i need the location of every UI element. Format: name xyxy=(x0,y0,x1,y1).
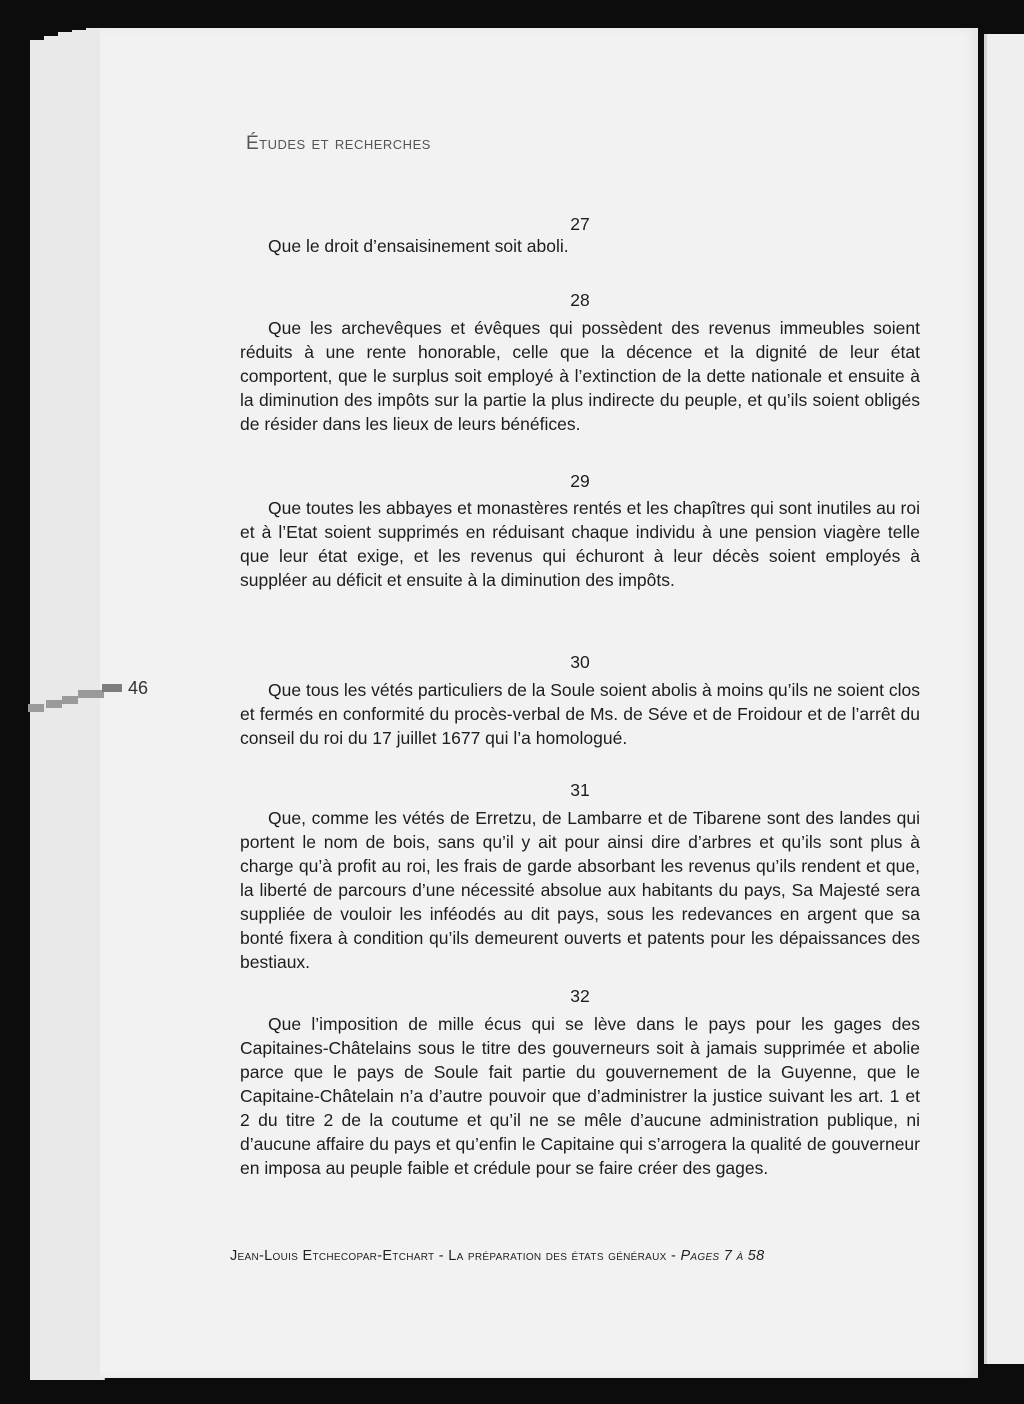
article-text xyxy=(240,234,920,258)
index-tab xyxy=(62,696,78,704)
article-number: 27 xyxy=(570,214,590,234)
footer-title: La préparation des états généraux xyxy=(448,1248,667,1264)
index-tab xyxy=(78,690,104,698)
page-number: 46 xyxy=(128,678,149,698)
article-text xyxy=(240,496,920,592)
facing-page-edge xyxy=(984,34,1024,1364)
index-tab xyxy=(28,704,44,712)
article-number: 29 xyxy=(570,471,590,491)
index-tab xyxy=(46,700,62,708)
article-number: 31 xyxy=(570,780,590,800)
article-paragraph: Que le droit d’ensaisinement soit aboli. xyxy=(268,236,569,256)
article-text xyxy=(240,1012,920,1180)
page-footer xyxy=(230,1248,930,1264)
footer-author: Jean-Louis Etchecopar-Etchart xyxy=(230,1248,435,1264)
book-page xyxy=(100,28,978,1378)
footer-separator: - xyxy=(434,1248,449,1264)
article-paragraph: Que tous les vétés particuliers de la Soule soient abolis à moins qu’ils ne soient clos et fermés en conformité du procès-verbal de Ms. de Séve et de Froidour et de l’arrêt du conseil du roi du 17 juillet 1677 qui l’a homologué. xyxy=(240,680,920,748)
article-text xyxy=(240,678,920,750)
article-paragraph: Que les archevêques et évêques qui possèdent des revenus immeubles soient réduits à une rente honorable, celle que la décence et la dignité de leur état comportent, que le surplus soit employé à l’extinction de la dette nationale et ensuite à la diminution des impôts sur la partie la plus indirecte du peuple, et qu’ils soient obligés de résider dans les lieux de leurs bénéfices. xyxy=(240,318,920,434)
article-text xyxy=(240,316,920,436)
article-number: 30 xyxy=(570,652,590,672)
footer-pages: Pages 7 à 58 xyxy=(680,1248,765,1264)
article-text xyxy=(240,806,920,974)
article-number: 28 xyxy=(570,290,590,310)
footer-separator: - xyxy=(666,1248,681,1264)
index-tab xyxy=(102,684,122,692)
article-paragraph: Que toutes les abbayes et monastères rentés et les chapîtres qui sont inutiles au roi et à l’Etat soient supprimés en réduisant chaque individu à une pension viagère telle que leur état exige, et les revenus qui échuront à leur décès soient employés à suppléer au déficit et ensuite à la diminution des impôts. xyxy=(240,498,920,590)
article-number: 32 xyxy=(570,986,590,1006)
article-paragraph: Que, comme les vétés de Erretzu, de Lambarre et de Tibarene sont des landes qui portent le nom de bois, sans qu’il y ait pour ainsi dire d’arbres et qu’ils sont plus à charge qu’à profit au roi, les frais de garde absorbant les revenus qu’ils rendent et que, la liberté de parcours d’une nécessité absolue aux habitants du pays, Sa Majesté sera suppliée de vouloir les inféodés au dit pays, sous les redevances en argent que sa bonté fixera à condition qu’ils demeurent ouverts et patents pour les dépaissances des bestiaux. xyxy=(240,808,920,972)
article-paragraph: Que l’imposition de mille écus qui se lève dans le pays pour les gages des Capitaines-Châtelains sous le titre des gouverneurs soit à jamais supprimée et abolie parce que le pays de Soule fait partie du gouvernement de la Guyenne, que le Capitaine-Châtelain n’a d’autre pouvoir que d’administrer la justice suivant les art. 1 et 2 du titre 2 de la coutume et qu’il ne se mêle d’aucune administration publique, ni d’aucune affaire du pays et qu’enfin le Capitaine qui s’arrogera la qualité de gouverneur en imposa au peuple faible et crédule pour se faire créer des gages. xyxy=(240,1014,920,1178)
running-header: Études et recherches xyxy=(246,133,431,154)
